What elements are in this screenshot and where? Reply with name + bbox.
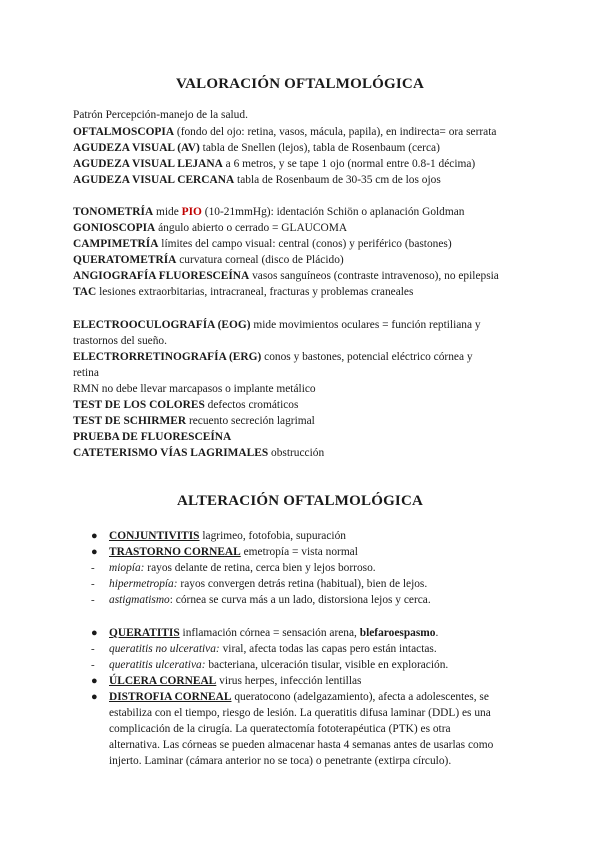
term: QUERATITIS <box>109 627 180 639</box>
bullet-icon: ● <box>91 530 98 542</box>
dash-icon: - <box>91 643 95 655</box>
bullet-icon: ● <box>91 627 98 639</box>
desc: defectos cromáticos <box>204 399 299 411</box>
astigmatismo-line <box>109 592 431 608</box>
desc: recuento secreción lagrimal <box>186 415 315 427</box>
term: QUERATOMETRÍA <box>73 254 177 266</box>
term: queratitis ulcerativa: <box>109 659 206 671</box>
desc: tabla de Snellen (lejos), tabla de Rosenbaum (cerca) <box>199 142 440 154</box>
ulcera-line <box>109 673 361 689</box>
term: CATETERISMO VÍAS LAGRIMALES <box>73 447 269 459</box>
term: AGUDEZA VISUAL CERCANA <box>73 174 235 186</box>
pio-label: PIO <box>181 206 202 218</box>
desc: tabla de Rosenbaum de 30-35 cm de los ojos <box>234 174 441 186</box>
rmn-line: RMN no debe llevar marcapasos o implante metálico <box>73 383 316 395</box>
agudeza-visual-line <box>73 140 440 156</box>
pre: mide <box>153 206 182 218</box>
test-schirmer-line <box>73 413 315 429</box>
term: TEST DE SCHIRMER <box>73 415 187 427</box>
title-alteracion: ALTERACIÓN OFTALMOLÓGICA <box>176 493 424 509</box>
eog-line <box>73 317 481 333</box>
dash-icon: - <box>91 562 95 574</box>
term: TEST DE LOS COLORES <box>73 399 205 411</box>
end: . <box>435 627 439 639</box>
desc: mide movimientos oculares = función reptiliana y <box>250 319 481 331</box>
desc: : córnea se curva más a un lado, distorsiona lejos y cerca. <box>169 594 431 606</box>
prueba-fluoresceina-line <box>73 429 231 445</box>
desc: bacteriana, ulceración tisular, visible en exploración. <box>205 659 449 671</box>
term: GONIOSCOPIA <box>73 222 156 234</box>
queratitis-no-ulcerativa-line <box>109 641 437 657</box>
term: CONJUNTIVITIS <box>109 530 200 542</box>
distrofia-line-5: injerto. Laminar (cámara anterior no se toca) o penetrante (extirpa círculo). <box>109 755 452 767</box>
bullet-icon: ● <box>91 691 98 703</box>
queratitis-ulcerativa-line <box>109 657 448 673</box>
desc: emetropía = vista normal <box>240 546 358 558</box>
desc: inflamación córnea = sensación arena, <box>179 627 360 639</box>
conjuntivitis-line <box>109 528 346 544</box>
distrofia-line <box>109 689 489 705</box>
term: queratitis no ulcerativa: <box>109 643 220 655</box>
hipermetropia-line <box>109 576 427 592</box>
tac-line <box>73 284 413 300</box>
term: ANGIOGRAFÍA FLUORESCEÍNA <box>73 270 250 282</box>
desc: lagrimeo, fotofobia, supuración <box>199 530 346 542</box>
desc: vasos sanguíneos (contraste intravenoso), no epilepsia <box>249 270 499 282</box>
term: OFTALMOSCOPIA <box>73 126 175 138</box>
miopia-line <box>109 560 376 576</box>
desc: (10-21mmHg): identación Schiön o aplanación Goldman <box>201 206 465 218</box>
term: PRUEBA DE FLUORESCEÍNA <box>73 431 232 443</box>
desc: rayos delante de retina, cerca bien y lejos borroso. <box>144 562 376 574</box>
blefaroespasmo: blefaroespasmo <box>359 627 436 639</box>
eog-line-2: trastornos del sueño. <box>73 335 167 347</box>
campimetria-line <box>73 236 452 252</box>
desc: obstrucción <box>268 447 325 459</box>
dash-icon: - <box>91 659 95 671</box>
desc: conos y bastones, potencial eléctrico córnea y <box>261 351 473 363</box>
term: AGUDEZA VISUAL (AV) <box>73 142 200 154</box>
patron-line: Patrón Percepción-manejo de la salud. <box>73 109 248 121</box>
desc: rayos convergen detrás retina (habitual), bien de lejos. <box>177 578 428 590</box>
desc: (fondo del ojo: retina, vasos, mácula, papila), en indirecta= ora serrata <box>174 126 497 138</box>
queratitis-line <box>109 625 438 641</box>
erg-line-2: retina <box>73 367 99 379</box>
desc: virus herpes, infección lentillas <box>216 675 362 687</box>
desc: viral, afecta todas las capas pero están intactas. <box>219 643 437 655</box>
queratometria-line <box>73 252 344 268</box>
bullet-icon: ● <box>91 675 98 687</box>
term: ÚLCERA CORNEAL <box>109 675 217 687</box>
title-valoracion: VALORACIÓN OFTALMOLÓGICA <box>175 76 424 92</box>
term: AGUDEZA VISUAL LEJANA <box>73 158 223 170</box>
distrofia-line-2: estabiliza con el tiempo, riesgo de lesión. La queratitis difusa laminar (DDL) es una <box>109 707 491 719</box>
tonometria-line <box>73 204 464 220</box>
term: ELECTRORRETINOGRAFÍA (ERG) <box>73 351 262 363</box>
term: TAC <box>73 286 97 298</box>
term: miopía: <box>109 562 145 574</box>
angiografia-line <box>73 268 499 284</box>
desc: lesiones extraorbitarias, intracraneal, fracturas y problemas craneales <box>96 286 414 298</box>
desc: a 6 metros, y se tape 1 ojo (normal entre 0.8-1 décima) <box>222 158 476 170</box>
term: TONOMETRÍA <box>73 206 154 218</box>
agudeza-cercana-line <box>73 172 441 188</box>
desc: curvatura corneal (disco de Plácido) <box>176 254 344 266</box>
term: DISTROFIA CORNEAL <box>109 691 232 703</box>
trastorno-line <box>109 544 358 560</box>
term: TRASTORNO CORNEAL <box>109 546 241 558</box>
bullet-icon: ● <box>91 546 98 558</box>
distrofia-line-4: alternativa. Las córneas se pueden almacenar hasta 4 semanas antes de usarlas como <box>109 739 494 751</box>
test-colores-line <box>73 397 298 413</box>
oftalmoscopia-line <box>73 124 496 140</box>
desc: ángulo abierto o cerrado = GLAUCOMA <box>155 222 348 234</box>
dash-icon: - <box>91 578 95 590</box>
cateterismo-line <box>73 445 324 461</box>
term: ELECTROOCULOGRAFÍA (EOG) <box>73 319 251 331</box>
desc: límites del campo visual: central (conos) y periférico (bastones) <box>158 238 452 250</box>
distrofia-line-3: complicación de la cirugía. La queratectomía fototerapéutica (PTK) es otra <box>109 723 451 735</box>
desc: queratocono (adelgazamiento), afecta a adolescentes, se <box>231 691 489 703</box>
erg-line <box>73 349 473 365</box>
agudeza-lejana-line <box>73 156 475 172</box>
dash-icon: - <box>91 594 95 606</box>
term: CAMPIMETRÍA <box>73 238 159 250</box>
gonioscopia-line <box>73 220 347 236</box>
term: astigmatismo <box>109 594 170 606</box>
term: hipermetropía: <box>109 578 178 590</box>
